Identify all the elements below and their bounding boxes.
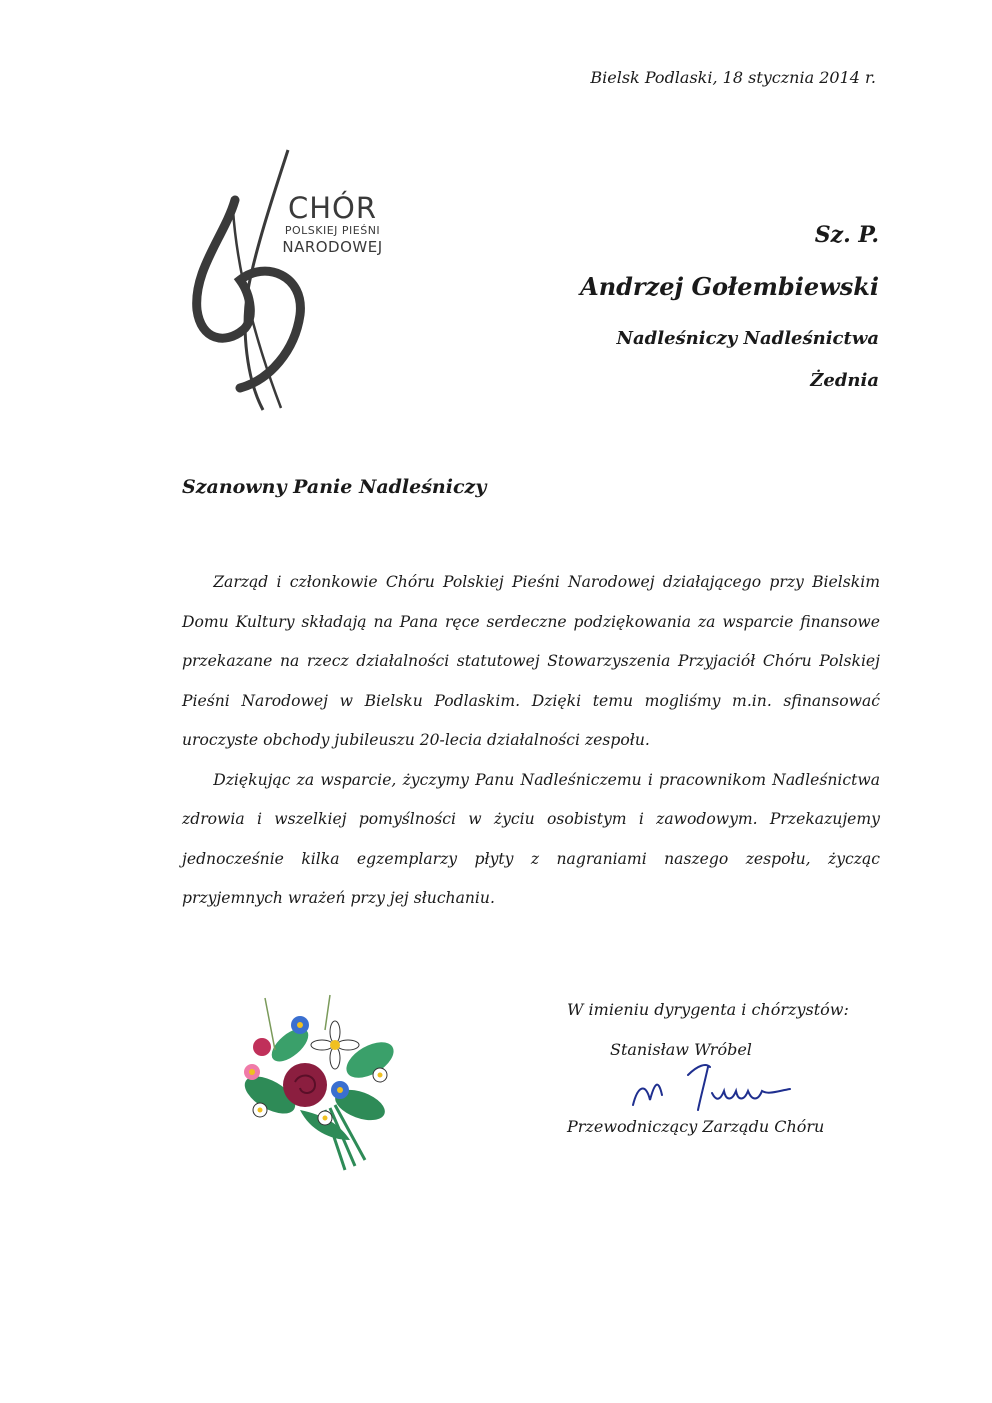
flower-bouquet-icon: [230, 990, 400, 1175]
letter-date: Bielsk Podlaski, 18 stycznia 2014 r.: [590, 68, 876, 87]
handwritten-signature-icon: [628, 1055, 798, 1117]
paragraph-2-text: Dziękując za wsparcie, życzymy Panu Nadleśniczemu i pracownikom Nadleśnictwa zdrowia i wszelkiej pomyślności w życiu osobistym i zawodowym. Przekazujemy jednocześnie kilka egzemplarzy płyty z nagraniami naszego zespołu, życząc przyjemnych wrażeń przy jej słuchaniu.: [182, 770, 880, 907]
logo-line-2: POLSKIEJ PIEŚNI: [284, 224, 381, 237]
paragraph-2: [182, 761, 880, 919]
closing-on-behalf: W imieniu dyrygenta i chórzystów:: [567, 1000, 849, 1019]
recipient-place: Żednia: [810, 370, 879, 391]
recipient-name: Andrzej Gołembiewski: [580, 272, 879, 301]
logo-line-3: NARODOWEJ: [282, 238, 383, 256]
logo-line-1: CHÓR: [287, 191, 378, 225]
logo-text: [265, 192, 400, 256]
treble-clef-icon: [185, 140, 415, 425]
recipient-title: Nadleśniczy Nadleśnictwa: [616, 328, 879, 349]
paragraph-1: [182, 563, 880, 761]
paragraph-1-text: Zarząd i członkowie Chóru Polskiej Pieśni Narodowej działającego przy Bielskim Domu Kultury składają na Pana ręce serdeczne podziękowania za wsparcie finansowe przekazane na rzecz działalności statutowej Stowarzyszenia Przyjaciół Chóru Polskiej Pieśni Narodowej w Bielsku Podlaskim. Dzięki temu mogliśmy m.in. sfinansować uroczyste obchody jubileuszu 20-lecia działalności zespołu.: [182, 573, 880, 749]
closing-signer-role: Przewodniczący Zarządu Chóru: [567, 1117, 825, 1136]
letter-body: [182, 563, 880, 919]
salutation: Szanowny Panie Nadleśniczy: [182, 476, 487, 498]
closing-signer-name: Stanisław Wróbel: [610, 1040, 752, 1059]
recipient-prefix: Sz. P.: [814, 222, 879, 248]
